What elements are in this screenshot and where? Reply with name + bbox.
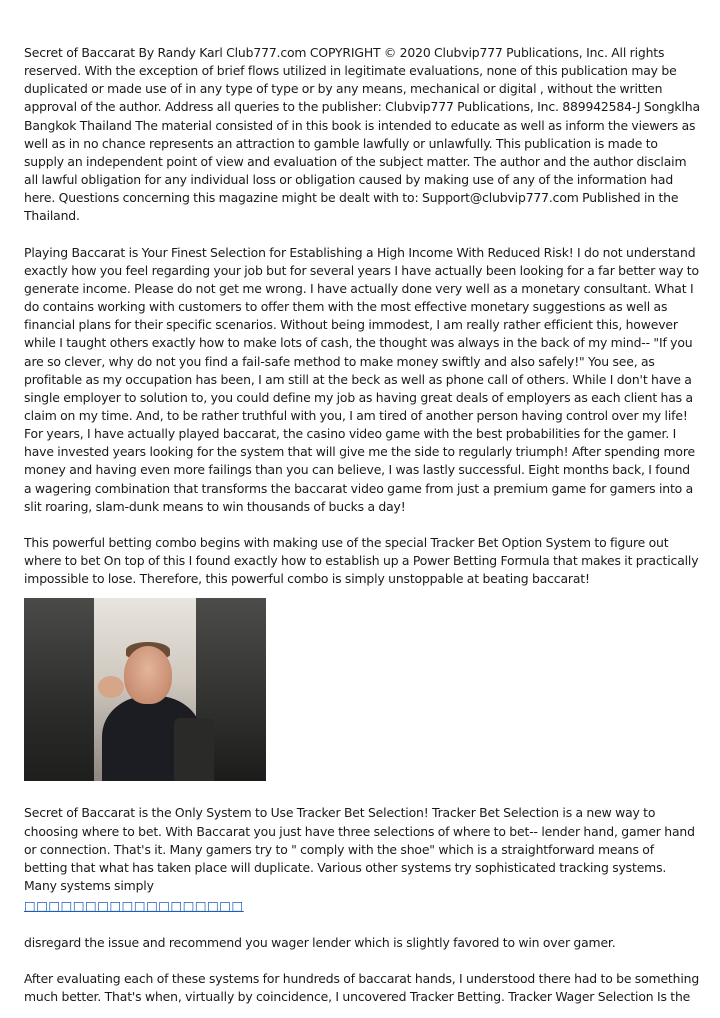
embedded-link[interactable]: □□□□□□□□□□□□□□□□□□	[24, 898, 244, 914]
betting-combo-paragraph: This powerful betting combo begins with making use of the special Tracker Bet Option System to figure out where to bet On top of this I found exactly how to establish up a Power Betting Formula that makes it practically impossible to lose. Therefore, this powerful combo is simply unstoppable at beating baccarat!	[24, 534, 699, 587]
document-body	[24, 44, 700, 1007]
disregard-paragraph: disregard the issue and recommend you wager lender which is slightly favored to win over gamer.	[24, 935, 616, 951]
intro-paragraph: Playing Baccarat is Your Finest Selection for Establishing a High Income With Reduced Risk! I do not understand exactly how you feel regarding your job but for several years I have actually been looking for a far better way to generate income. Please do not get me wrong. I have actually done very well as a monetary consultant. What I do contains working with customers to offer them with the most effective monetary suggestions as well as financial plans for their specific scenarios. Without being immodest, I am really rather efficient this, however while I taught others exactly how to make lots of cash, the thought was always in the back of my mind-- "If you are so clever, why do not you find a fail-safe method to make money swiftly and also safely!" You see, as profitable as my occupation has been, I am still at the beck as well as phone call of others. While I don't have a single employer to solution to, you could define my job as having great deals of employers as each client has a claim on my time. And, to be rather truthful with you, I am tired of another person having control over my life! For years, I have actually played baccarat, the casino video game with the best probabilities for the gamer. I have invested years looking for the system that will give me the side to regularly triumph! After spending more money and having even more failings than you can believe, I was lastly successful. Eight months back, I found a wagering combination that transforms the baccarat video game from just a premium game for gamers into a slit roaring, slam-dunk means to win thousands of bucks a day!	[24, 244, 699, 514]
author-photo	[24, 598, 266, 781]
copyright-paragraph: Secret of Baccarat By Randy Karl Club777.com COPYRIGHT © 2020 Clubvip777 Publications, Inc. All rights reserved. With the exception of brief flows utilized in legitimate evaluations, none of this publication may be duplicated or made use of in any type of type or by any means, mechanical or digital , without the written approval of the author. Address all queries to the publisher: Clubvip777 Publications, Inc. 889942584-J Songklha Bangkok Thailand The material consisted of in this book is intended to educate as well as inform the viewers as well as in no chance represents an attraction to gamble lawfully or unlawfully. This publication is made to supply an independent point of view and evaluation of the subject matter. The author and the author disclaim all lawful obligation for any individual loss or obligation caused by making use of any of the information had here. Questions concerning this magazine might be dealt with to: Support@clubvip777.com Published in the Thailand.	[24, 45, 700, 224]
evaluation-paragraph: After evaluating each of these systems for hundreds of baccarat hands, I understood there had to be something much better. That's when, virtually by coincidence, I uncovered Tracker Betting. Tracker Wager Selection Is the	[24, 971, 700, 1005]
tracker-bet-paragraph: Secret of Baccarat is the Only System to Use Tracker Bet Selection! Tracker Bet Selection is a new way to choosing where to bet. With Baccarat you just have three selections of where to bet-- lender hand, gamer hand or connection. That's it. Many gamers try to " comply with the shoe" which is a straightforward means of betting that what has taken place will duplicate. Various other systems try sophisticated tracking systems. Many systems simply	[24, 805, 695, 893]
